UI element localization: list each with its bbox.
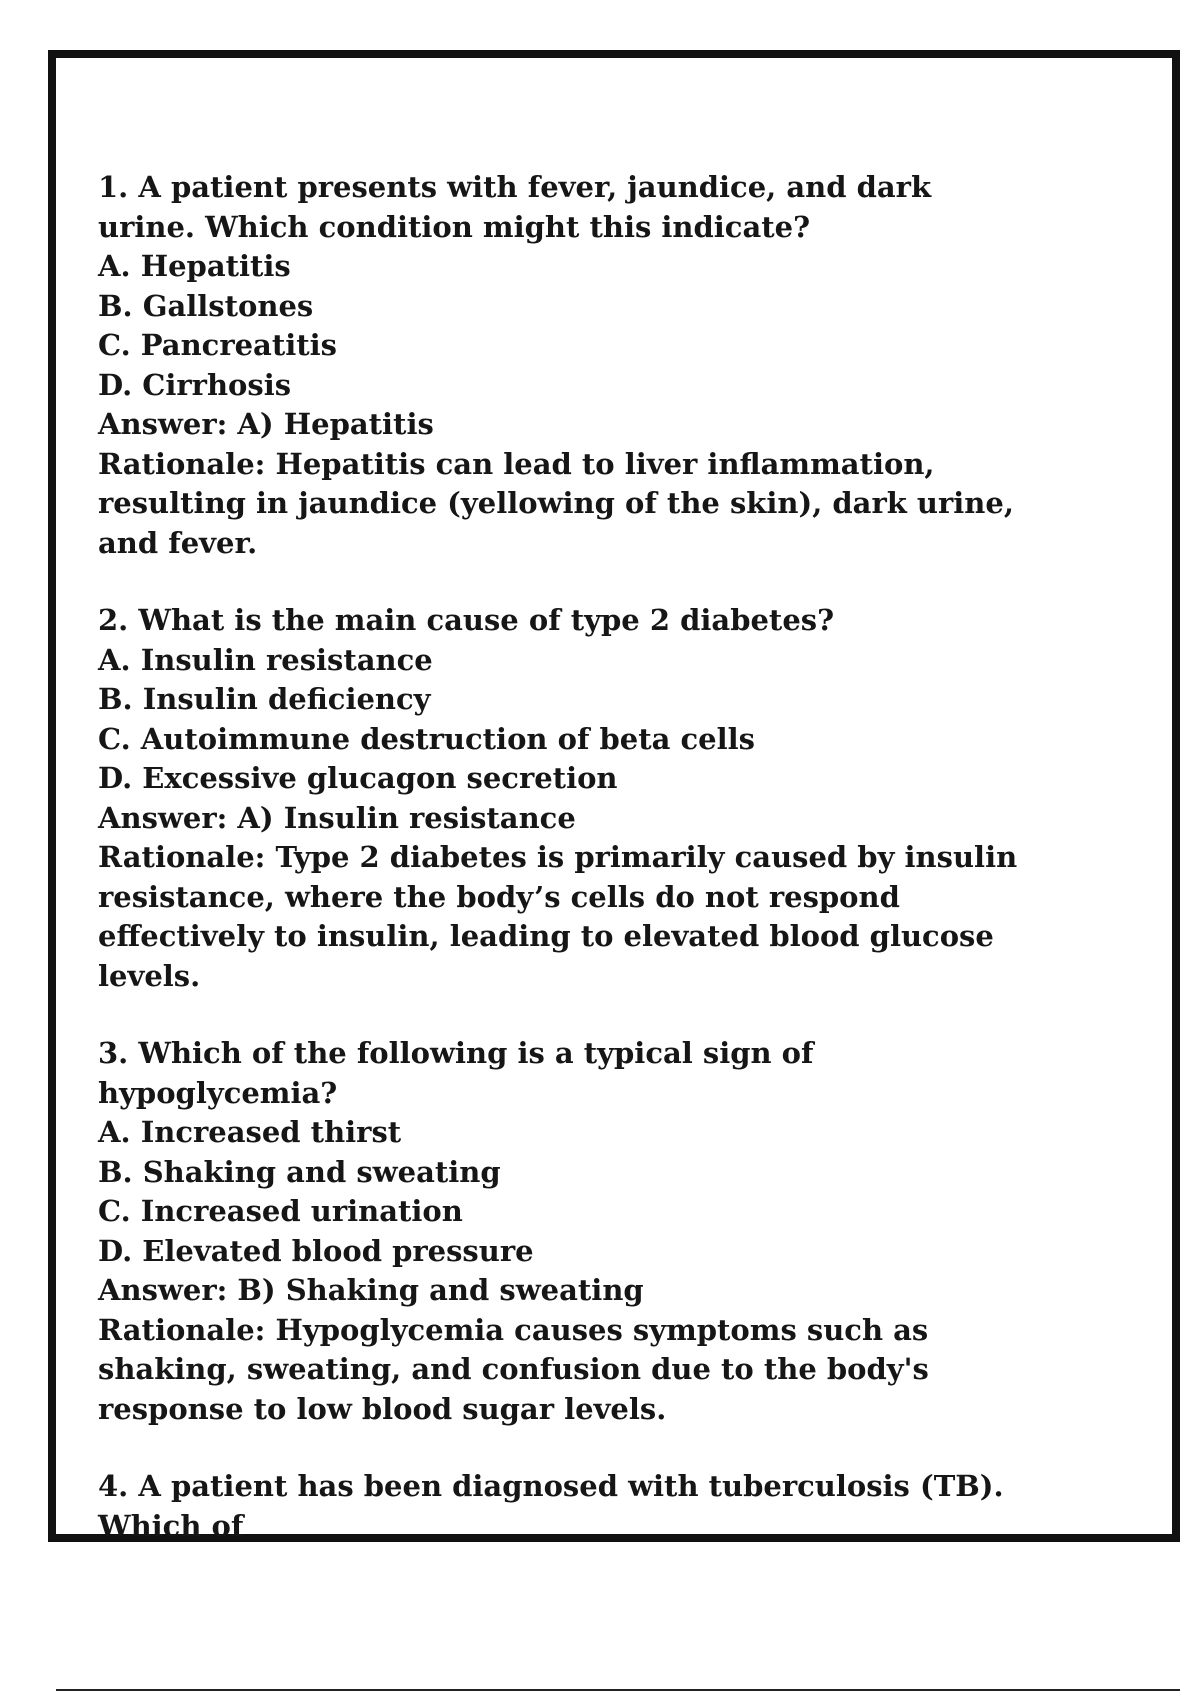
option-d: D. Elevated blood pressure — [98, 1233, 534, 1268]
question-text: 1. A patient presents with fever, jaundice, and dark urine. Which condition might this indicate? — [98, 170, 932, 244]
document-body — [98, 168, 1038, 1584]
option-c: C. Pancreatitis — [98, 328, 337, 362]
option-a: A. Increased thirst — [98, 1115, 402, 1149]
rationale-text: Rationale: Hepatitis can lead to liver inflammation, resulting in jaundice (yellowing of the skin), dark urine, and fever. — [98, 446, 1014, 560]
question-text: 2. What is the main cause of type 2 diabetes? — [98, 603, 835, 637]
option-d: D. Cirrhosis — [98, 367, 292, 402]
rationale-text: Rationale: Type 2 diabetes is primarily caused by insulin resistance, where the body’s cells do not respond effectively to insulin, leading to elevated blood glucose levels. — [98, 840, 1018, 993]
option-c: C. Autoimmune destruction of beta cells — [98, 721, 755, 756]
question-3 — [98, 1034, 1038, 1429]
bottom-divider — [56, 1689, 1180, 1691]
answer-text: Answer: B) Shaking and sweating — [98, 1273, 644, 1307]
option-b: B. Shaking and sweating — [98, 1154, 501, 1189]
question-text: 3. Which of the following is a typical sign of hypoglycemia? — [98, 1036, 814, 1110]
question-1 — [98, 168, 1038, 563]
answer-text: Answer: A) Hepatitis — [98, 407, 434, 441]
rationale-text: Rationale: Hypoglycemia causes symptoms such as shaking, sweating, and confusion due to the body's response to low blood sugar levels. — [98, 1312, 929, 1426]
option-c: C. Increased urination — [98, 1194, 463, 1228]
option-b: B. Gallstones — [98, 288, 314, 323]
option-d: D. Excessive glucagon secretion — [98, 761, 618, 795]
question-text: 4. A patient has been diagnosed with tuberculosis (TB). Which of — [98, 1469, 1004, 1543]
answer-text: Answer: A) Insulin resistance — [98, 800, 576, 835]
option-b: B. Insulin deficiency — [98, 682, 431, 716]
option-a: A. Hepatitis — [98, 249, 291, 283]
question-4 — [98, 1467, 1038, 1546]
option-a: A. Insulin resistance — [98, 642, 433, 677]
question-2 — [98, 601, 1038, 996]
